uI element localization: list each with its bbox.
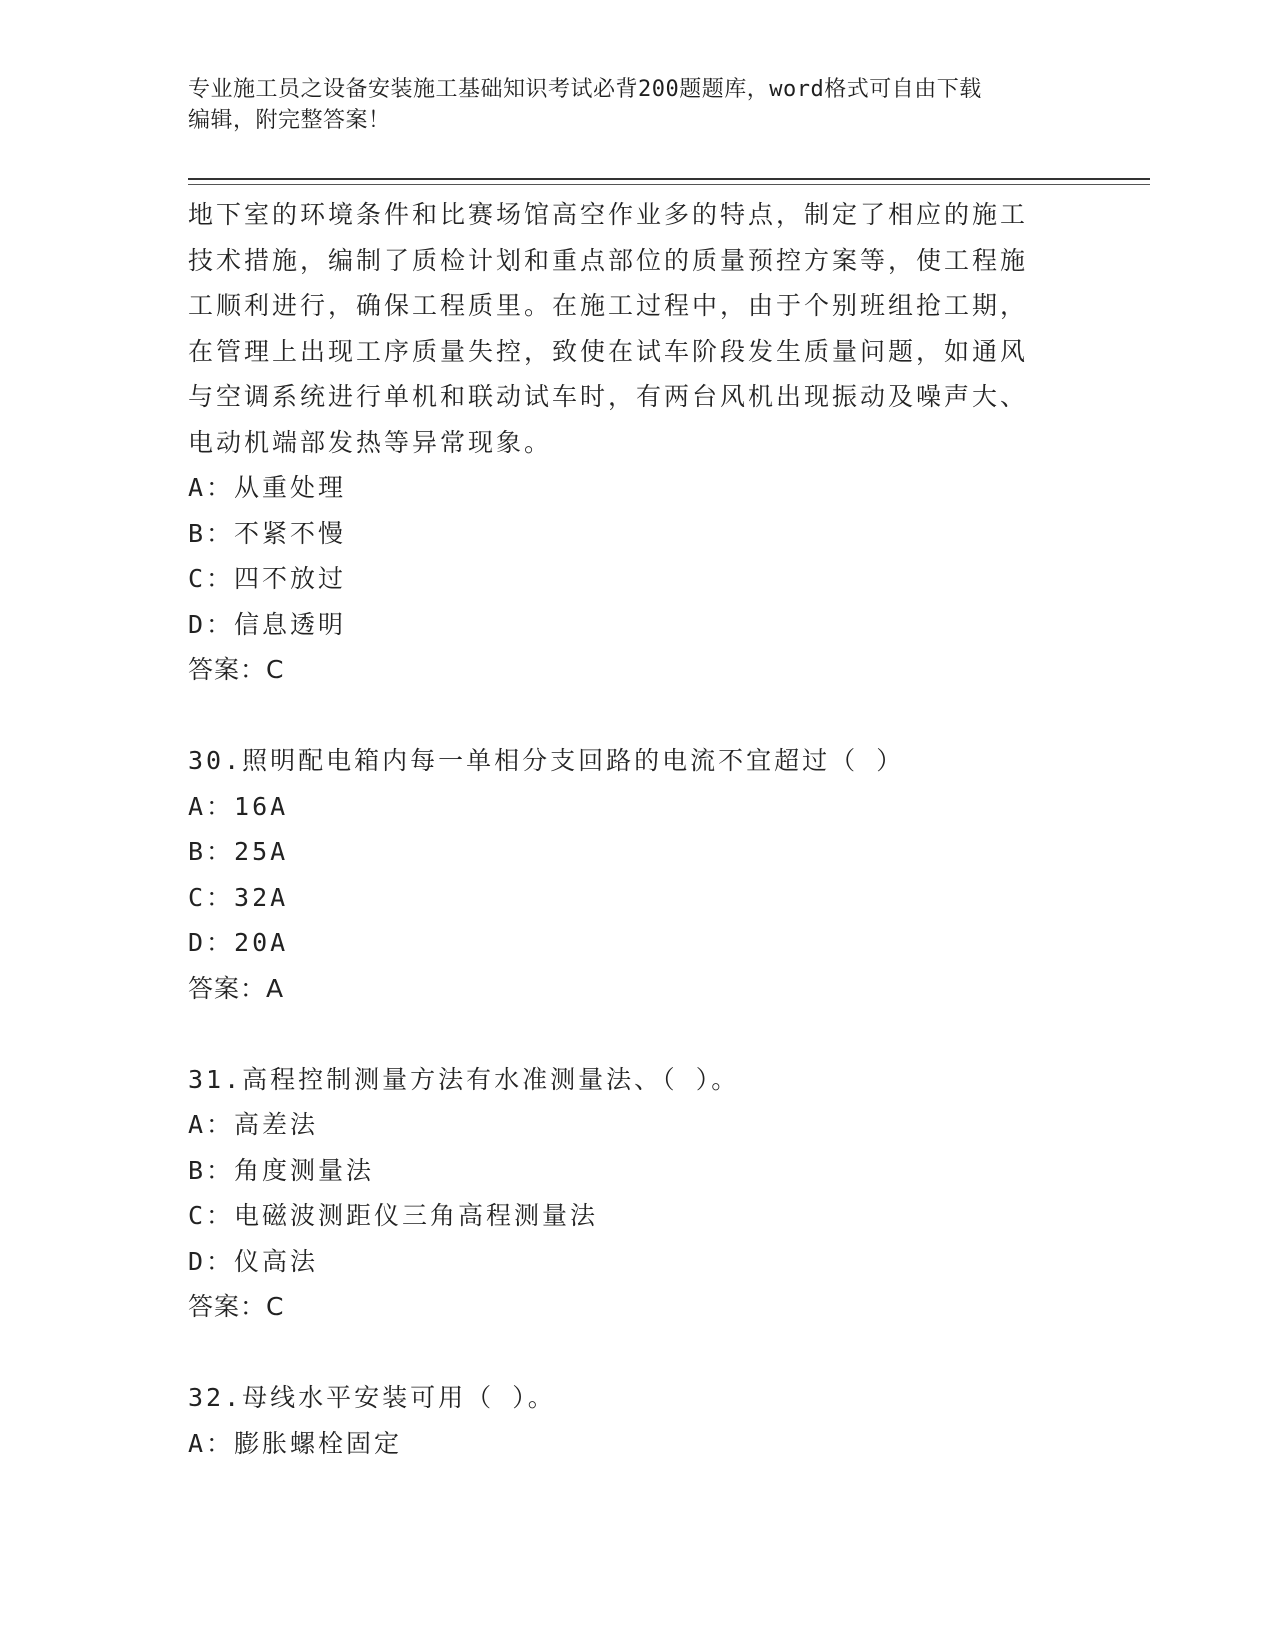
- header-title-line-2: 编辑，附完整答案！: [188, 108, 391, 133]
- option-a: A：高差法: [188, 1110, 319, 1139]
- stem-line: 电动机端部发热等异常现象。: [188, 427, 553, 457]
- stem-line: 地下室的环境条件和比赛场馆高空作业多的特点，制定了相应的施工: [188, 200, 1029, 229]
- question-32: [188, 1375, 1068, 1466]
- stem-line: 与空调系统进行单机和联动试车时，有两台风机出现振动及噪声大、: [188, 382, 1029, 411]
- document-header: [188, 74, 1068, 136]
- option-a: A：从重处理: [188, 473, 347, 502]
- option-b: B：不紧不慢: [188, 518, 347, 548]
- answer-line: 答案：C: [188, 1292, 285, 1321]
- option-c: C：32A: [188, 882, 289, 912]
- option-a: A：膨胀螺栓固定: [188, 1428, 403, 1458]
- option-d: D：20A: [188, 928, 289, 957]
- option-d: D：仪高法: [188, 1246, 319, 1276]
- option-b: B：25A: [188, 837, 289, 866]
- option-b: B：角度测量法: [188, 1155, 375, 1185]
- option-a: A：16A: [188, 791, 289, 821]
- option-d: D：信息透明: [188, 609, 347, 639]
- question-29-continued: [188, 192, 1068, 693]
- option-c: C：四不放过: [188, 564, 347, 593]
- header-divider-thin: [188, 184, 1150, 185]
- question-spacer: [188, 693, 1068, 739]
- stem-line: 工顺利进行，确保工程质里。在施工过程中，由于个别班组抢工期，: [188, 291, 1029, 320]
- question-stem: 32.母线水平安装可用（ ）。: [188, 1383, 556, 1412]
- question-stem: 30.照明配电箱内每一单相分支回路的电流不宜超过（ ）: [188, 746, 905, 775]
- header-title-line-1: 专业施工员之设备安装施工基础知识考试必背200题题库，word格式可自由下载: [188, 77, 982, 102]
- stem-line: 在管理上出现工序质量失控，致使在试车阶段发生质量问题，如通风: [188, 336, 1029, 366]
- stem-line: 技术措施，编制了质检计划和重点部位的质量预控方案等，使工程施: [188, 245, 1029, 275]
- question-30: [188, 738, 1068, 1011]
- option-c: C：电磁波测距仪三角高程测量法: [188, 1201, 599, 1230]
- header-divider-thick: [188, 178, 1150, 180]
- question-spacer: [188, 1011, 1068, 1057]
- answer-line: 答案：A: [188, 973, 285, 1003]
- question-stem: 31.高程控制测量方法有水准测量法、（ ）。: [188, 1064, 740, 1094]
- question-spacer: [188, 1330, 1068, 1376]
- document-body: [188, 192, 1068, 1466]
- answer-line: 答案：C: [188, 655, 285, 684]
- question-stem-continued: [188, 192, 1068, 465]
- question-31: [188, 1057, 1068, 1330]
